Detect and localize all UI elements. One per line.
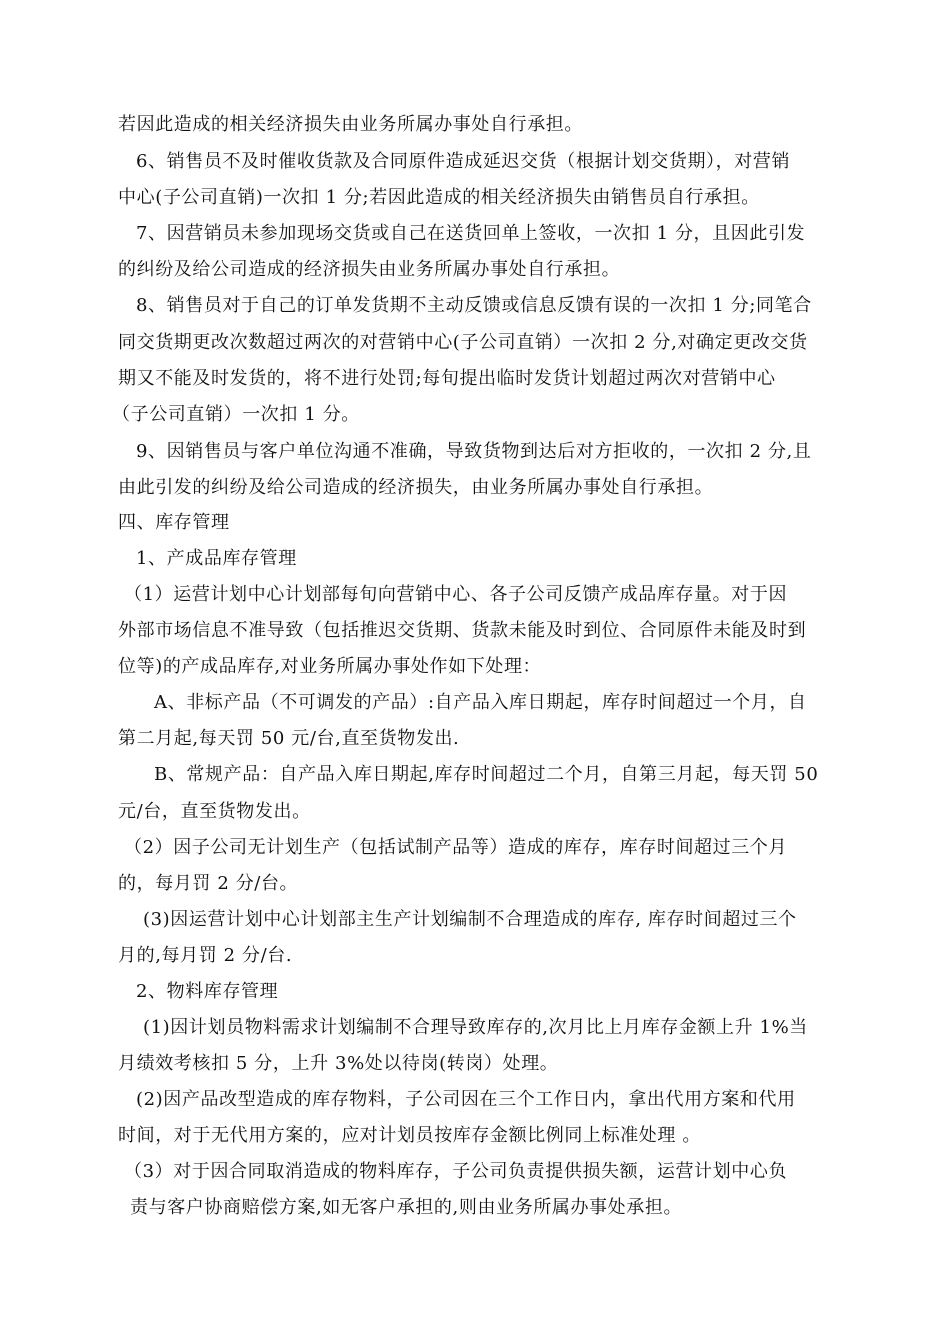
text-line: 月绩效考核扣 5 分，上升 3%处以待岗(转岗）处理。	[118, 1053, 559, 1074]
text-line: （1）运营计划中心计划部每旬向营销中心、各子公司反馈产成品库存量。对于因	[124, 584, 788, 605]
text-line: 时间，对于无代用方案的，应对计划员按库存金额比例同上标准处理 。	[118, 1125, 701, 1146]
text-line: 责与客户协商赔偿方案,如无客户承担的,则由业务所属办事处承担。	[130, 1197, 683, 1218]
text-line: (2)因产品改型造成的库存物料，子公司因在三个工作日内，拿出代用方案和代用	[136, 1089, 796, 1110]
text-line: 9、因销售员与客户单位沟通不准确，导致货物到达后对方拒收的，一次扣 2 分,且	[136, 441, 812, 462]
subsection-heading: 1、产成品库存管理	[136, 548, 297, 569]
text-line: (3)因运营计划中心计划部主生产计划编制不合理造成的库存, 库存时间超过三个	[143, 909, 797, 930]
text-line: 同交货期更改次数超过两次的对营销中心(子公司直销）一次扣 2 分,对确定更改交货	[118, 332, 808, 353]
subsection-heading: 2、物料库存管理	[136, 981, 279, 1002]
text-line: 期又不能及时发货的，将不进行处罚;每旬提出临时发货计划超过两次对营销中心	[118, 368, 776, 389]
section-heading: 四、库存管理	[118, 512, 230, 533]
text-line: 8、销售员对于自己的订单发货期不主动反馈或信息反馈有误的一次扣 1 分;同笔合	[136, 295, 812, 316]
text-line: （3）对于因合同取消造成的物料库存，子公司负责提供损失额，运营计划中心负	[124, 1161, 788, 1182]
text-line: 若因此造成的相关经济损失由业务所属办事处自行承担。	[118, 114, 583, 135]
text-line: 7、因营销员未参加现场交货或自己在送货回单上签收，一次扣 1 分，且因此引发	[136, 223, 806, 244]
text-line: 位等)的产成品库存,对业务所属办事处作如下处理：	[118, 656, 542, 677]
text-line: 外部市场信息不准导致（包括推迟交货期、货款未能及时到位、合同原件未能及时到	[118, 620, 807, 641]
text-line: 中心(子公司直销)一次扣 1 分;若因此造成的相关经济损失由销售员自行承担。	[118, 187, 760, 208]
text-line: (1)因计划员物料需求计划编制不合理导致库存的,次月比上月库存金额上升 1%当	[143, 1017, 808, 1038]
text-line: 第二月起,每天罚 50 元/台,直至货物发出.	[118, 728, 460, 749]
text-line: 6、销售员不及时催收货款及合同原件造成延迟交货（根据计划交货期），对营销	[136, 151, 791, 172]
text-line: 的，每月罚 2 分/台。	[118, 873, 299, 894]
text-line: （2）因子公司无计划生产（包括试制产品等）造成的库存，库存时间超过三个月	[124, 837, 788, 858]
text-line: 元/台，直至货物发出。	[118, 801, 311, 822]
text-line: （子公司直销）一次扣 1 分。	[112, 404, 360, 425]
text-line: B、常规产品：自产品入库日期起,库存时间超过二个月，自第三月起，每天罚 50	[154, 764, 819, 785]
text-line: 月的,每月罚 2 分/台.	[118, 945, 293, 966]
text-line: 由此引发的纠纷及给公司造成的经济损失，由业务所属办事处自行承担。	[118, 477, 714, 498]
text-line: 的纠纷及给公司造成的经济损失由业务所属办事处自行承担。	[118, 259, 621, 280]
text-line: A、非标产品（不可调发的产品）:自产品入库日期起，库存时间超过一个月，自	[154, 692, 807, 713]
